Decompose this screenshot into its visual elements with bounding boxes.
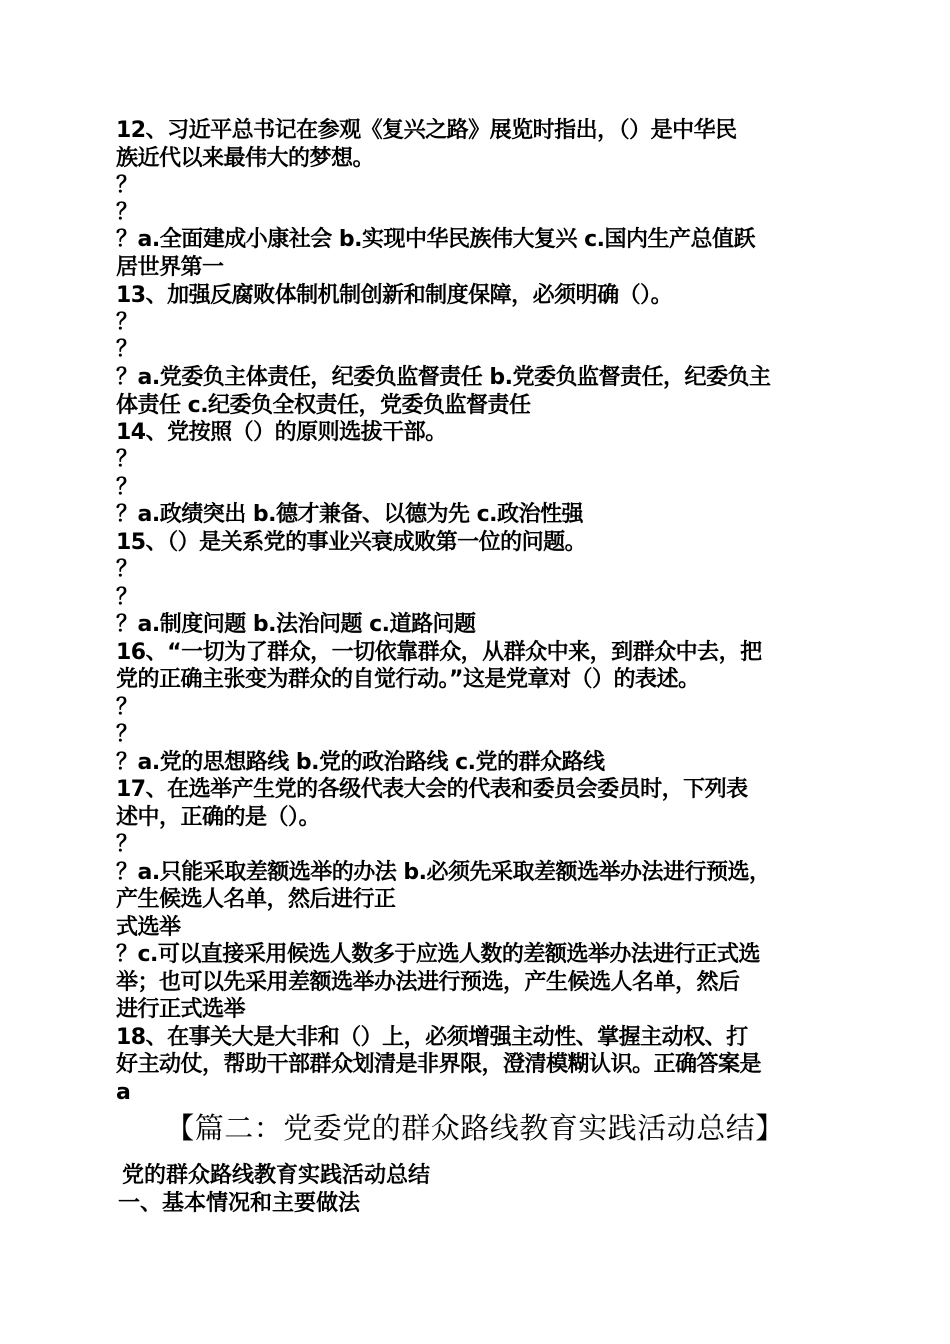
text-line: 居世界第一 xyxy=(116,255,224,280)
text-line: ？a.只能采取差额选举的办法 b.必须先采取差额选举办法进行预选， xyxy=(116,860,771,885)
text-line: 17、在选举产生党的各级代表大会的代表和委员会委员时，下列表 xyxy=(116,777,748,802)
text-line: 体责任 c.纪委负全权责任，党委负监督责任 xyxy=(116,393,531,418)
text-line: 举；也可以先采用差额选举办法进行预选，产生候选人名单，然后 xyxy=(116,970,740,995)
section-title: 党的群众路线教育实践活动总结 xyxy=(122,1163,431,1188)
text-line: ？ xyxy=(116,173,138,198)
text-line: 18、在事关大是大非和（）上，必须增强主动性、掌握主动权、打 xyxy=(116,1025,748,1050)
text-line: 式选举 xyxy=(116,915,181,940)
section-heading: 【篇二：党委党的群众路线教育实践活动总结】 xyxy=(165,1111,785,1145)
text-line: ？ xyxy=(116,310,138,335)
text-line: 述中，正确的是（）。 xyxy=(116,805,321,830)
text-line: ？ xyxy=(116,722,138,747)
text-line: 13、加强反腐败体制机制创新和制度保障，必须明确（）。 xyxy=(116,283,673,308)
text-line: ？a.全面建成小康社会 b.实现中华民族伟大复兴 c.国内生产总值跃 xyxy=(116,227,756,252)
text-line: 产生候选人名单，然后进行正 xyxy=(116,887,396,912)
text-line: 好主动仗，帮助干部群众划清是非界限，澄清模糊认识。正确答案是 xyxy=(116,1052,762,1077)
text-line: ？a.制度问题 b.法治问题 c.道路问题 xyxy=(116,612,476,637)
text-line: ？ xyxy=(116,585,138,610)
text-line: 16、“一切为了群众，一切依靠群众，从群众中来，到群众中去，把 xyxy=(116,640,762,665)
text-line: ？c.可以直接采用候选人数多于应选人数的差额选举办法进行正式选 xyxy=(116,942,760,967)
text-line: a xyxy=(116,1080,131,1105)
text-line: 15、（）是关系党的事业兴衰成败第一位的问题。 xyxy=(116,530,587,555)
text-line: ？ xyxy=(116,695,138,720)
text-line: ？a.党的思想路线 b.党的政治路线 c.党的群众路线 xyxy=(116,750,605,775)
text-line: ？a.政绩突出 b.德才兼备、以德为先 c.政治性强 xyxy=(116,502,584,527)
text-line: 14、党按照（）的原则选拔干部。 xyxy=(116,420,447,445)
text-line: ？ xyxy=(116,447,138,472)
section-subtitle: 一、基本情况和主要做法 xyxy=(118,1191,361,1216)
text-line: ？ xyxy=(116,337,138,362)
text-line: ？ xyxy=(116,832,138,857)
text-line: ？a.党委负主体责任，纪委负监督责任 b.党委负监督责任，纪委负主 xyxy=(116,365,771,390)
text-line: ？ xyxy=(116,475,138,500)
text-line: 12、习近平总书记在参观《复兴之路》展览时指出，（）是中华民 xyxy=(116,118,737,143)
text-line: ？ xyxy=(116,200,138,225)
text-line: 族近代以来最伟大的梦想。 xyxy=(116,146,375,171)
text-line: ？ xyxy=(116,557,138,582)
text-line: 进行正式选举 xyxy=(116,997,246,1022)
text-line: 党的正确主张变为群众的自觉行动。”这是党章对（）的表述。 xyxy=(116,667,700,692)
